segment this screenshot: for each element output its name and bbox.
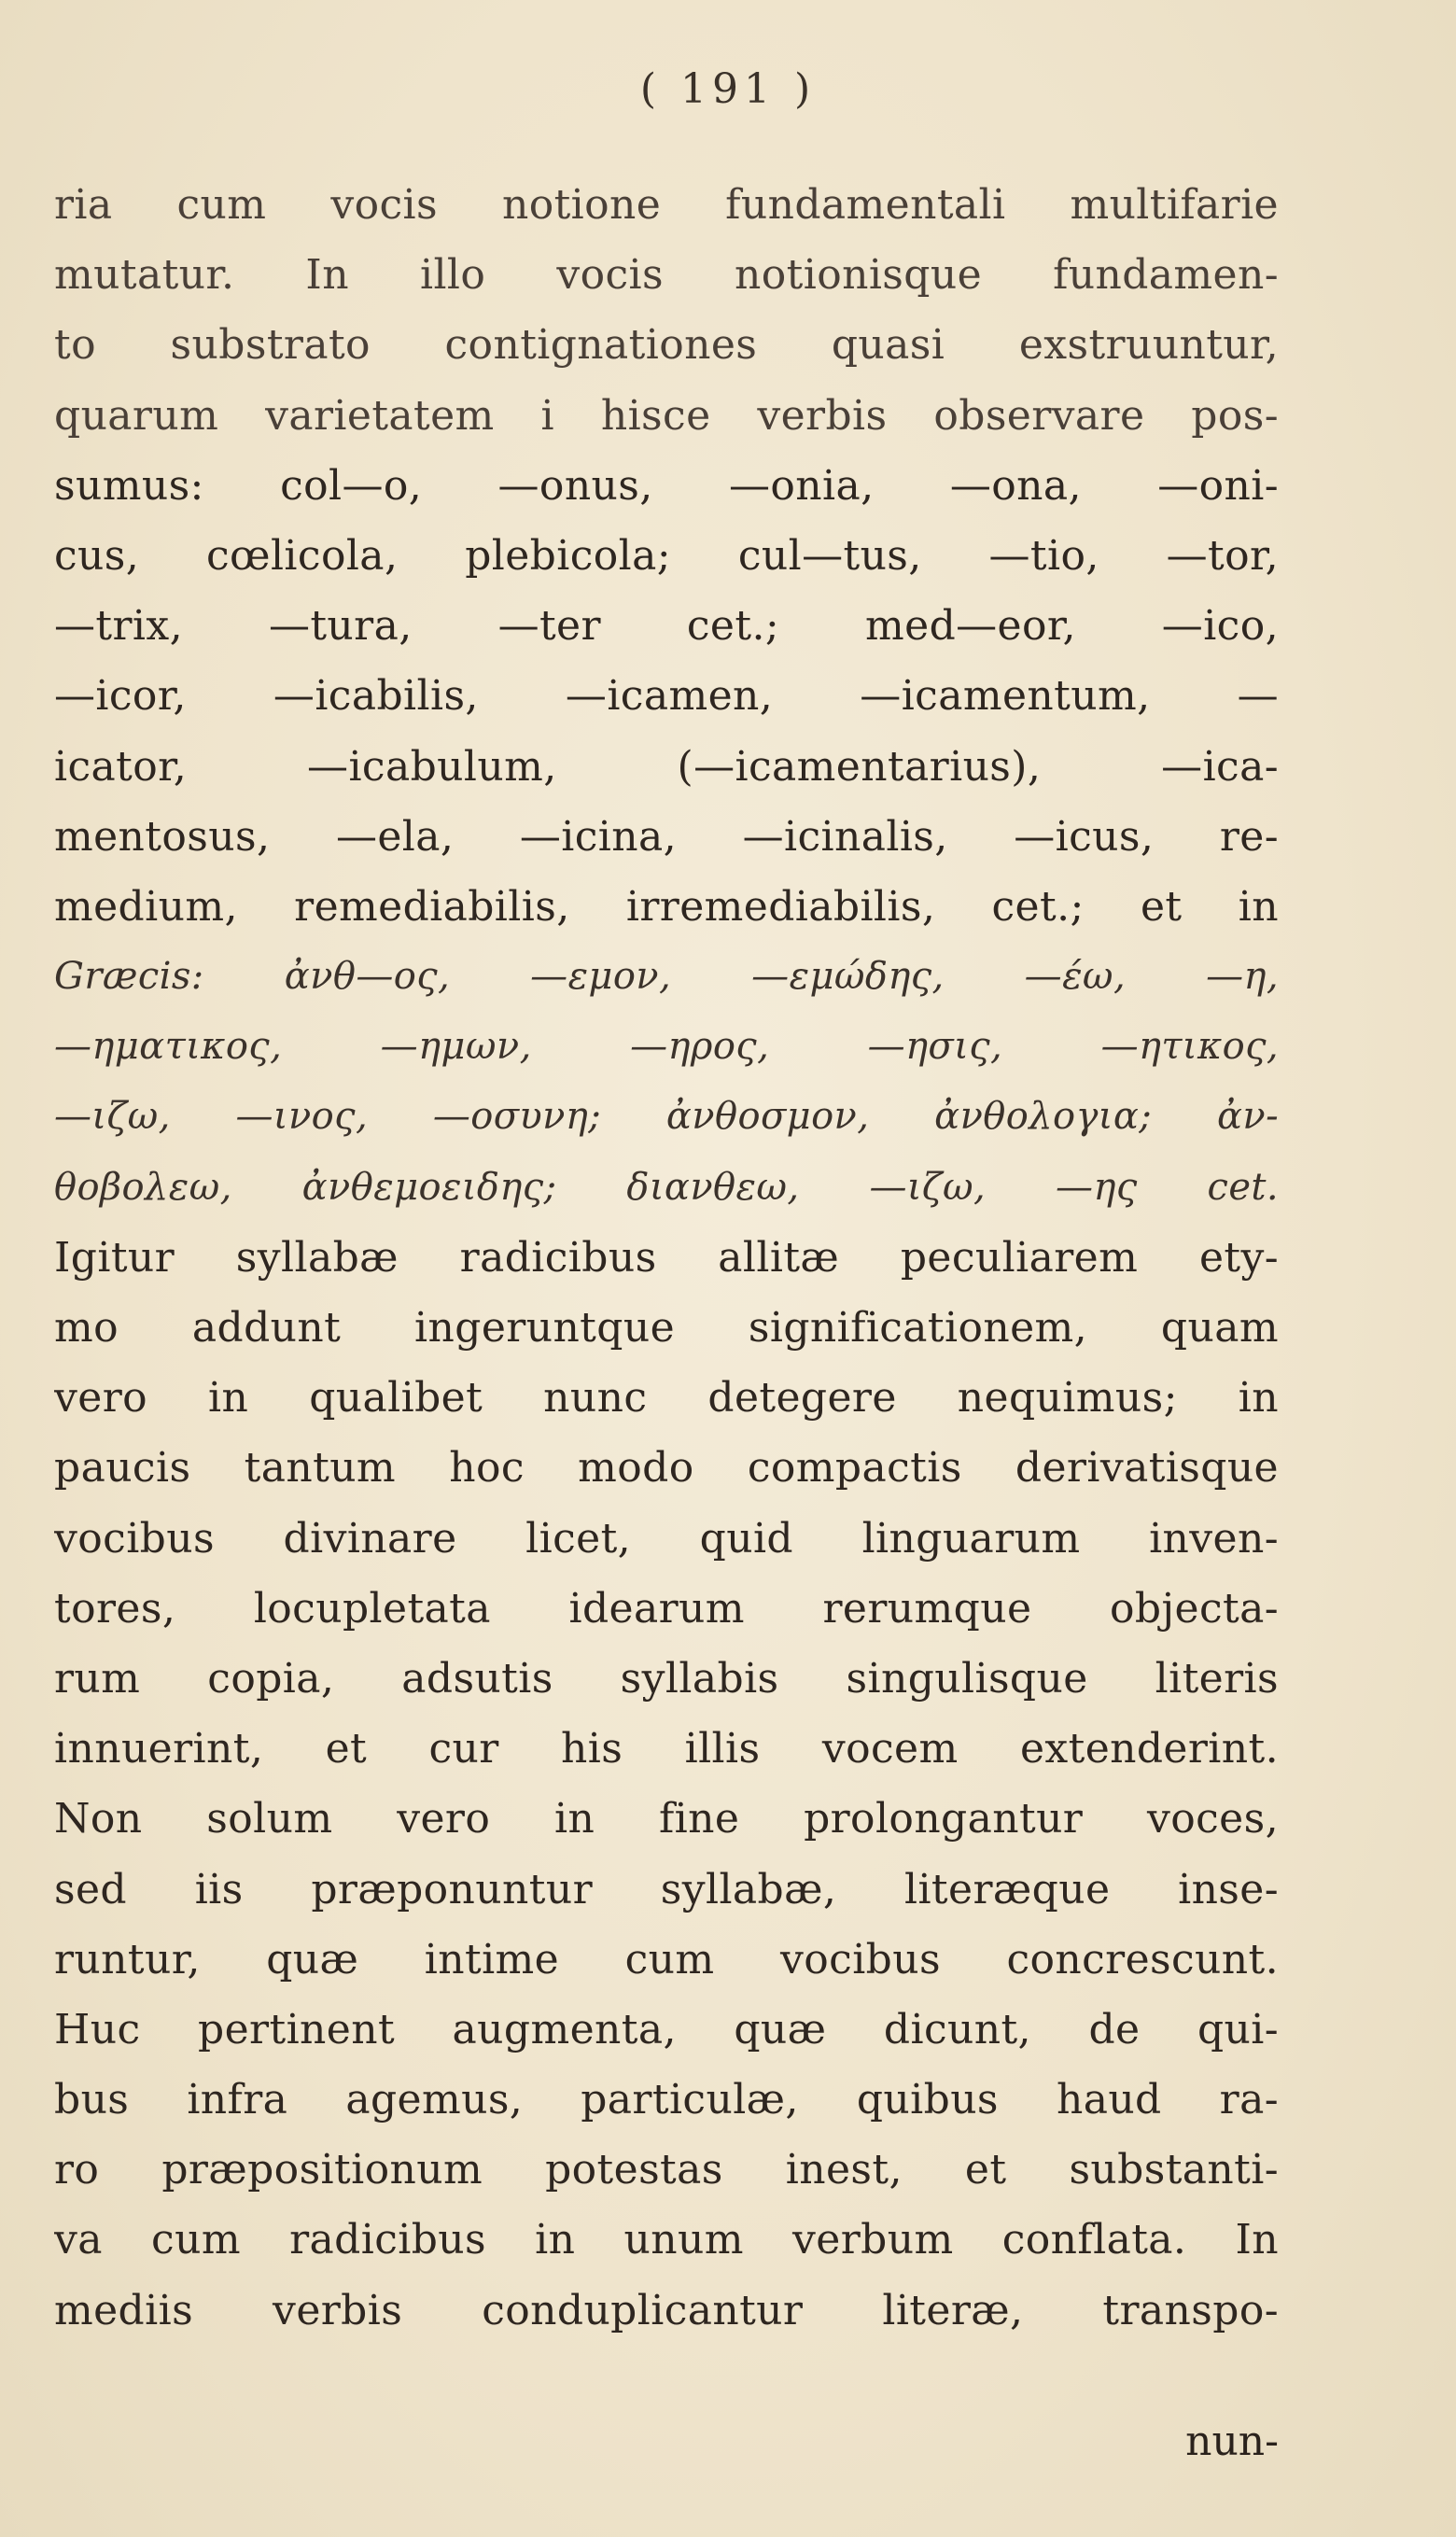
greek-text-line: —ηματικος, —ημων, —ηρος, —ησις, —ητικος, (54, 1025, 1279, 1069)
greek-text-line: θοβολεω, ἀνθεμοειδης; διανθεω, —ιζω, —ης cet. (54, 1165, 1279, 1209)
text-line: bus infra agemus, particulæ, quibus haud ra- (54, 2076, 1279, 2124)
text-line: icator, —icabulum, (—icamentarius), —ica- (54, 742, 1279, 791)
text-line: mo addunt ingeruntque significationem, quam (54, 1304, 1279, 1352)
text-line: vero in qualibet nunc detegere nequimus; in (54, 1374, 1279, 1423)
page-number-header: ( 191 ) (639, 65, 817, 113)
text-line: Non solum vero in fine prolongantur voces, (54, 1795, 1279, 1843)
text-line: va cum radicibus in unum verbum conflata. In (54, 2216, 1279, 2264)
text-line: medium, remediabilis, irremediabilis, cet.; et in (54, 882, 1279, 931)
text-line: ro præpositionum potestas inest, et substanti- (54, 2146, 1279, 2194)
text-line: mentosus, —ela, —icina, —icinalis, —icus, re- (54, 812, 1279, 861)
catchword: nun- (1185, 2418, 1279, 2465)
text-line: Huc pertinent augmenta, quæ dicunt, de qui- (54, 2005, 1279, 2053)
body-text (54, 170, 1279, 2346)
text-line: vocibus divinare licet, quid linguarum inven- (54, 1514, 1279, 1563)
text-line: innuerint, et cur his illis vocem extenderint. (54, 1725, 1279, 1773)
text-line: sumus: col—o, —onus, —onia, —ona, —oni- (54, 461, 1279, 510)
text-line: quarum varietatem i hisce verbis observare pos- (54, 391, 1279, 440)
text-line: tores, locupletata idearum rerumque objecta- (54, 1584, 1279, 1633)
greek-text-line: —ιζω, —ινος, —οσυνη; ἀνθοσμον, ἀνθολογια; ἀν- (54, 1095, 1279, 1139)
text-line: —icor, —icabilis, —icamen, —icamentum, — (54, 672, 1279, 721)
text-line: to substrato contignationes quasi exstruuntur, (54, 321, 1279, 370)
text-line: cus, cœlicola, plebicola; cul—tus, —tio, —tor, (54, 531, 1279, 580)
text-line: ria cum vocis notione fundamentali multifarie (54, 181, 1279, 229)
text-line: paucis tantum hoc modo compactis derivatisque (54, 1444, 1279, 1493)
text-line: rum copia, adsutis syllabis singulisque literis (54, 1654, 1279, 1703)
text-line: Igitur syllabæ radicibus allitæ peculiarem ety- (54, 1233, 1279, 1282)
text-line: sed iis præponuntur syllabæ, literæque inse- (54, 1865, 1279, 1913)
text-line: runtur, quæ intime cum vocibus concrescunt. (54, 1935, 1279, 1983)
text-line: —trix, —tura, —ter cet.; med—eor, —ico, (54, 602, 1279, 651)
text-line: mutatur. In illo vocis notionisque fundamen- (54, 251, 1279, 300)
text-line: mediis verbis conduplicantur literæ, transpo- (54, 2286, 1279, 2334)
greek-text-line: Græcis: ἀνθ—ος, —εμον, —εμώδης, —έω, —η, (54, 955, 1279, 999)
